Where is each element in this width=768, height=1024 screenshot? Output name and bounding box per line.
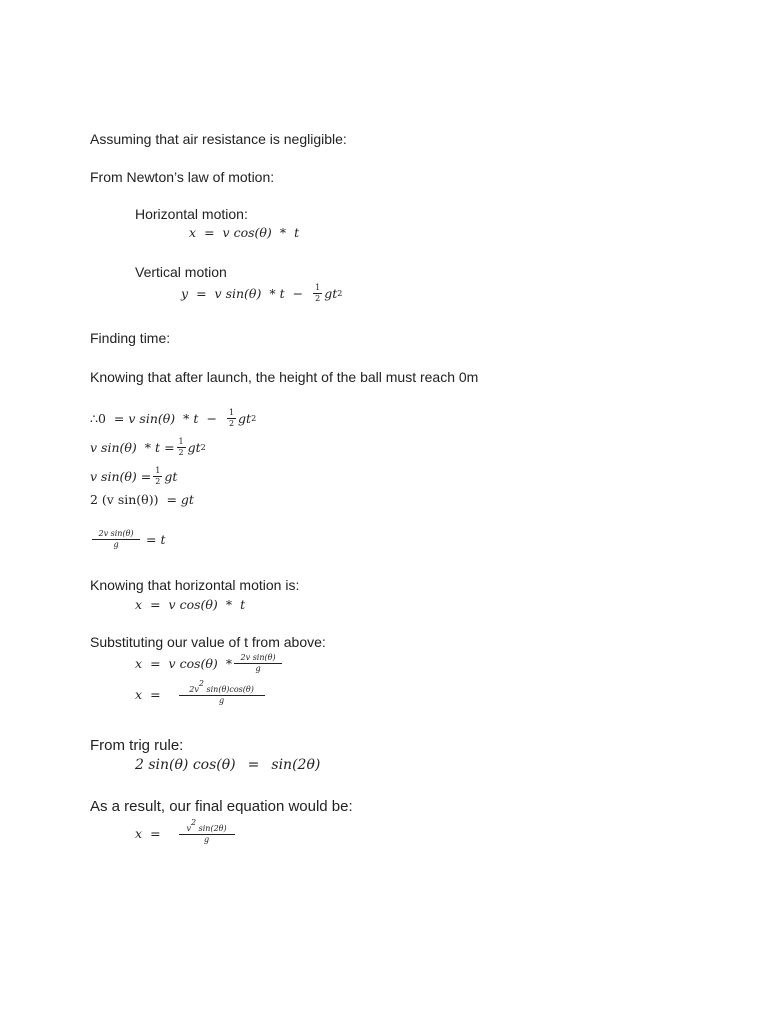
eq-term: v sin(θ) <box>128 411 176 426</box>
assumption-text: Assuming that air resistance is negligible: <box>90 131 347 147</box>
eq-term: v cos(θ) <box>222 225 272 240</box>
combined-equation <box>135 679 267 705</box>
eq-term: sin(2θ) <box>271 757 321 773</box>
combined-fraction: $\frac{2v^2 \sin(\theta)\cos(\theta)}{g}$ <box>179 684 265 705</box>
eq-var: t <box>240 597 246 612</box>
time-step-4 <box>90 492 194 507</box>
substitution-equation <box>135 654 284 673</box>
time-step-3 <box>90 467 177 486</box>
eq-var: t <box>193 411 199 426</box>
eq-sign: = <box>113 411 125 426</box>
eq-term: gt <box>324 286 338 301</box>
time-fraction: $\frac{\text{2v sin(θ)}}{g}$ <box>234 654 282 673</box>
vertical-motion-label: Vertical motion <box>135 264 227 280</box>
horizontal-motion-text: Knowing that horizontal motion is: <box>90 577 300 593</box>
eq-term: = t <box>146 532 166 547</box>
horizontal-motion-label: Horizontal motion: <box>135 206 248 222</box>
eq-term: v cos(θ) <box>168 597 218 612</box>
trig-identity <box>135 757 320 773</box>
half-fraction: $\frac{1}{2}$ <box>155 466 161 486</box>
time-fraction: $\frac{\text{2v sin(θ)}}{g}$ <box>92 530 140 549</box>
vertical-motion-equation: y = v sin(θ) * t − $\frac{1}{2}$ gt 2 <box>181 283 343 303</box>
height-zero-text: Knowing that after launch, the height of the ball must reach 0m <box>90 369 479 385</box>
eq-sign: = <box>204 225 215 240</box>
eq-term: 2 (v sin(θ)) <box>90 492 159 507</box>
eq-op: * <box>144 440 152 455</box>
eq-term: v sin(θ) = <box>90 469 152 484</box>
half-fraction: $\frac{1}{2}$ <box>228 408 235 428</box>
eq-var: t <box>294 225 300 240</box>
eq-term: gt <box>187 440 201 455</box>
eq-var: t <box>279 286 285 301</box>
eq-term: v sin(θ) <box>90 440 137 455</box>
newton-law-text: From Newton’s law of motion: <box>90 169 275 185</box>
eq-sign: = <box>150 656 161 671</box>
horizontal-motion-equation <box>189 225 299 240</box>
eq-term: gt <box>164 469 178 484</box>
eq-op: − <box>206 411 217 426</box>
half-fraction: $\frac{1}{2}$ <box>178 437 184 457</box>
half-fraction: $\frac{1}{2}$ <box>315 283 321 303</box>
eq-sign: = <box>150 687 161 702</box>
eq-var: x <box>135 826 143 841</box>
substituting-text: Substituting our value of t from above: <box>90 634 326 650</box>
eq-op: * <box>225 597 233 612</box>
eq-op: * <box>279 225 287 240</box>
time-step-2: v sin(θ) * t = $\frac{1}{2}$ gt 2 <box>90 437 206 457</box>
eq-var: y <box>181 286 189 301</box>
eq-sign: = <box>164 440 175 455</box>
result-heading: As a result, our final equation would be: <box>90 798 353 815</box>
eq-sign: = <box>196 286 207 301</box>
eq-var: x <box>189 225 197 240</box>
eq-var: x <box>135 656 143 671</box>
eq-sign: = <box>247 757 260 773</box>
finding-time-heading: Finding time: <box>90 330 171 346</box>
eq-term: = gt <box>166 492 194 507</box>
trig-rule-heading: From trig rule: <box>90 737 184 754</box>
eq-term: 2 sin(θ) cos(θ) <box>135 757 236 773</box>
therefore-zero: ∴0 <box>90 411 106 426</box>
eq-term: v cos(θ) <box>168 656 218 671</box>
final-equation <box>135 818 237 844</box>
horizontal-motion-equation-2 <box>135 597 245 612</box>
eq-var: t <box>155 440 161 455</box>
eq-term: gt <box>238 411 252 426</box>
final-fraction: $\frac{v^2 \sin(2\theta)}{g}$ <box>179 823 235 844</box>
eq-term: v sin(θ) <box>214 286 262 301</box>
eq-op: * <box>225 656 233 671</box>
time-step-1: ∴0 = v sin(θ) * t − $\frac{1}{2}$ gt 2 <box>90 408 257 428</box>
eq-op: * <box>269 286 276 301</box>
eq-var: x <box>135 597 143 612</box>
eq-var: x <box>135 687 143 702</box>
eq-op: − <box>292 286 304 301</box>
eq-op: * <box>183 411 190 426</box>
eq-sign: = <box>150 597 161 612</box>
time-result <box>90 530 165 549</box>
eq-sign: = <box>150 826 161 841</box>
